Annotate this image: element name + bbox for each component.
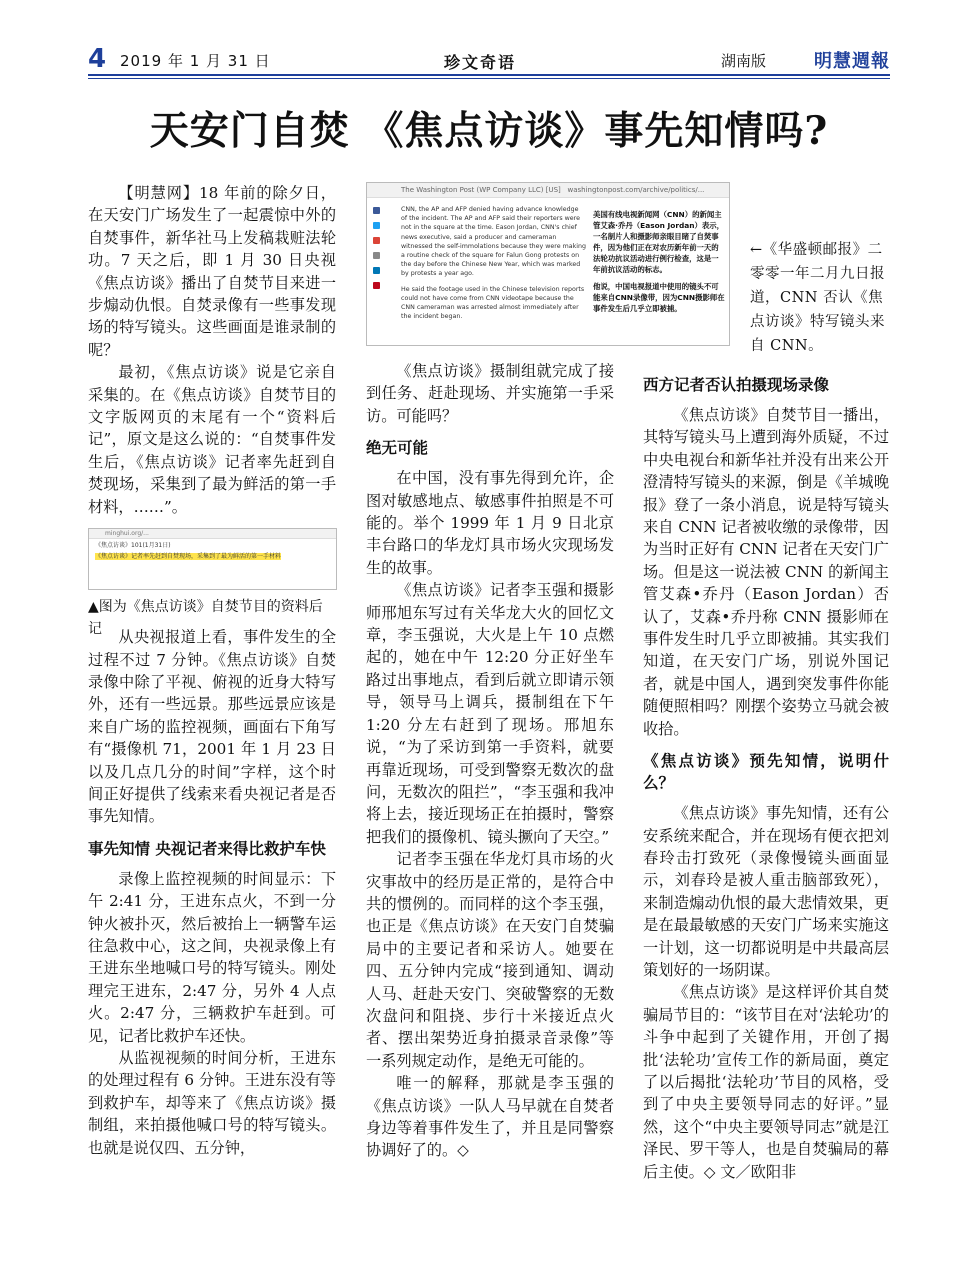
figure-highlight-text: 《焦点访谈》记者率先赶到自焚现场，采集到了最为鲜活的第一手材料 (95, 553, 282, 560)
paragraph: 《焦点访谈》自焚节目一播出，其特写镜头马上遭到海外质疑，不过中央电视台和新华社并没有出来公开澄清特写镜头的来源，倒是《羊城晚报》登了一条小消息，说是特写镜头来自 CNN 记者被收缴的录像带，因为当时正好有 CNN 记者在天安门广场。但是这一说法被 CNN 的新闻主管艾森•乔丹（Eason Jordan）否认了，艾森•乔丹称 CNN 摄影师在事件发生时几乎立即被捕。其实我们知道，在天安门广场，别说外国记者，就是中国人，遇到突发事件你能随便照相吗？刚摆个姿势立马就会被收拾。 (643, 406, 889, 738)
section-title: 珍文奇语 (444, 53, 517, 72)
paragraph: 在中国，没有事先得到允许，企图对敏感地点、敏感事件拍照是不可能的。举个 1999 年 1 月 9 日北京丰台路口的华龙灯具市场火灾现场发生的故事。 (366, 469, 614, 577)
paragraph: 录像上监控视频的时间显示：下午 2:41 分，王进东点火，不到一分钟火被扑灭，然后被抬上一辆警车运往急救中心，这之间，央视录像上有王进东坐地喊口号的特写镜头。刚处理完王进东，2:47 分，另外 4 人点火。2:47 分，三辆救护车赶到。可见，记者比救护车还快。 (88, 869, 336, 1045)
header-rule-thin (88, 78, 890, 79)
subheading: 绝无可能 (366, 439, 429, 458)
pinterest-icon (373, 282, 380, 289)
paragraph: 从监视视频的时间分析，王进东的处理过程有 6 分钟。王进东没有等到救护车，却等来了《焦点访谈》摄制组，来拍摄他喊口号的特写镜头。也就是说仅四、五分钟， (88, 1049, 336, 1157)
subheading: 西方记者否认拍摄现场录像 (643, 376, 830, 394)
screenshot-figure-2 (366, 182, 730, 346)
paragraph: 【明慧网】18 年前的除夕日，在天安门广场发生了一起震惊中外的自焚事件，新华社马上发稿栽赃法轮功。7 天之后，即 1 月 30 日央视《焦点访谈》播出了自焚节目来进一步煽动仇恨。自焚录像有一些事发现场的特写镜头。这些画面是谁录制的呢？ (88, 184, 336, 359)
browser-address-bar: minghui.org/... (89, 529, 336, 539)
subheading: 《焦点访谈》预先知情，说明什么？ (643, 752, 889, 793)
page-number: 4 (88, 44, 107, 74)
column-2 (366, 360, 614, 1162)
subheading: 事先知情 央视记者来得比救护车快 (88, 839, 326, 858)
paragraph: 《焦点访谈》摄制组就完成了接到任务、赶赴现场、并实施第一手采访。可能吗？ (366, 362, 614, 425)
google-plus-icon (373, 237, 380, 244)
paragraph: 从央视报道上看，事件发生的全过程不过 7 分钟。《焦点访谈》自焚录像中除了平视、俯视的近身大特写外，还有一些远景。那些远景应该是来自广场的监控视频，画面右下角写有“摄像机 71，2001 年 1 月 23 日以及几点几分的时间”字样，这个时间正好提供了线索来看央视记者是否事先知情。 (88, 628, 336, 826)
figure-text: 《焦点访谈》101(1月31日) (95, 542, 171, 549)
column-3 (643, 374, 889, 1183)
figure-caption-1: ▲图为《焦点访谈》自焚节目的资料后记 (88, 599, 323, 637)
browser-address-bar: The Washington Post (WP Company LLC) [US] washingtonpost.com/archive/politics/... (367, 183, 729, 198)
paragraph: 唯一的解释，那就是李玉强的《焦点访谈》一队人马早就在自焚者身边等着事件发生了，并且是同警察协调好了的。◇ (366, 1074, 614, 1160)
page-header (88, 46, 890, 76)
paragraph: 最初，《焦点访谈》说是它亲自采集的。在《焦点访谈》自焚节目的文字版网页的末尾有一个“资料后记”，原文是这么说的：“自焚事件发生后，《焦点访谈》记者率先赶到自焚现场，采集到了最为鲜活的第一手材料，……”。 (88, 363, 336, 516)
figure-caption-2: ←《华盛顿邮报》二零零一年二月九日报道，CNN 否认《焦点访谈》特写镜头来自 CNN。 (750, 242, 885, 354)
email-icon (373, 252, 380, 259)
facebook-icon (373, 207, 380, 214)
paragraph: 《焦点访谈》是这样评价其自焚骗局节目的：“该节目在对‘法轮功’的斗争中起到了关键作用，开创了揭批‘法轮功’宣传工作的新局面，奠定了以后揭批‘法轮功’节目的风格，受到了中央主要领导同志的好评。”显然，这个“中央主要领导同志”就是江泽民、罗干等人，也是自焚骗局的幕后主使。◇ 文／欧阳非 (643, 983, 889, 1181)
paragraph: 《焦点访谈》记者李玉强和摄影师邢旭东写过有关华龙大火的回忆文章，李玉强说，大火是上午 10 点燃起的，她在中午 12:20 分正好坐车路过出事地点，看到后就立即请示领导，领导马上调兵，摄制组在下午 1:20 分左右赶到了现场。邢旭东说，“为了采访到第一手资料，就要再靠近现场，可受到警察无数次的盘问，无数次的阻拦”，“李玉强和我冲将上去，接近现场正在拍摄时，警察把我们的摄像机、镜头撅向了天空。” (366, 581, 614, 846)
edition-label: 湖南版 (720, 52, 766, 70)
paragraph: 《焦点访谈》事先知情，还有公安系统来配合，并在现场有便衣把刘春玲击打致死（录像慢镜头画面显示，刘春玲是被人重击脑部致死），来制造煽动仇恨的最大悲情效果，更是在最最敏感的天安门广场来实施这一计划，这一切都说明是中共最高层策划好的一场阴谋。 (643, 804, 889, 979)
screenshot-figure-1 (88, 528, 337, 590)
masthead-logo: 明慧週報 (814, 51, 890, 72)
header-rule (88, 74, 890, 76)
headline: 天安门自焚 《焦点访谈》事先知情吗? (149, 108, 829, 154)
paragraph: 记者李玉强在华龙灯具市场的火灾事故中的经历是正常的，是符合中共的惯例的。而同样的这个李玉强，也正是《焦点访谈》在天安门自焚骗局中的主要记者和采访人。她要在四、五分钟内完成“接到通知、调动人马、赶赴天安门、突破警察的无数次盘问和阻挠、步行十米接近点火者、摆出架势近身拍摄录音录像”等一系列规定动作，是绝无可能的。 (366, 850, 614, 1070)
article-translation: 美国有线电视新闻网（CNN）的新闻主管艾森·乔丹（Eason Jordan）表示，一名制片人和摄影师亲眼目睹了自焚事件，因为他们正在对农历新年前一天的法轮功抗议活动进行例行检查，这是一年前抗议活动的标志。 他说，中国电视报道中使用的镜头不可能来自CNN录像带，因为CNN摄影师在事件发生后几乎立即被捕。 (593, 210, 725, 313)
column-1 (88, 182, 336, 1159)
twitter-icon (373, 222, 380, 229)
linkedin-icon (373, 267, 380, 274)
issue-date: 2019 年 1 月 31 日 (120, 52, 271, 70)
share-icons (373, 207, 383, 297)
article-english-text: CNN, the AP and AFP denied having advance knowledge of the incident. The AP and AFP said their reporters were not in the square at the time. Eason Jordan, CNN's chief news executive, said a producer and cameraman witnessed the self-immolations because they were making a routine check of the square for Falun Gong protests on the day before the Chinese New Year, which was marked by protests a year ago. He said the footage used in the Chinese television reports could not have come from CNN videotape because the CNN cameraman was arrested almost immediately after the incident began. (401, 206, 587, 321)
